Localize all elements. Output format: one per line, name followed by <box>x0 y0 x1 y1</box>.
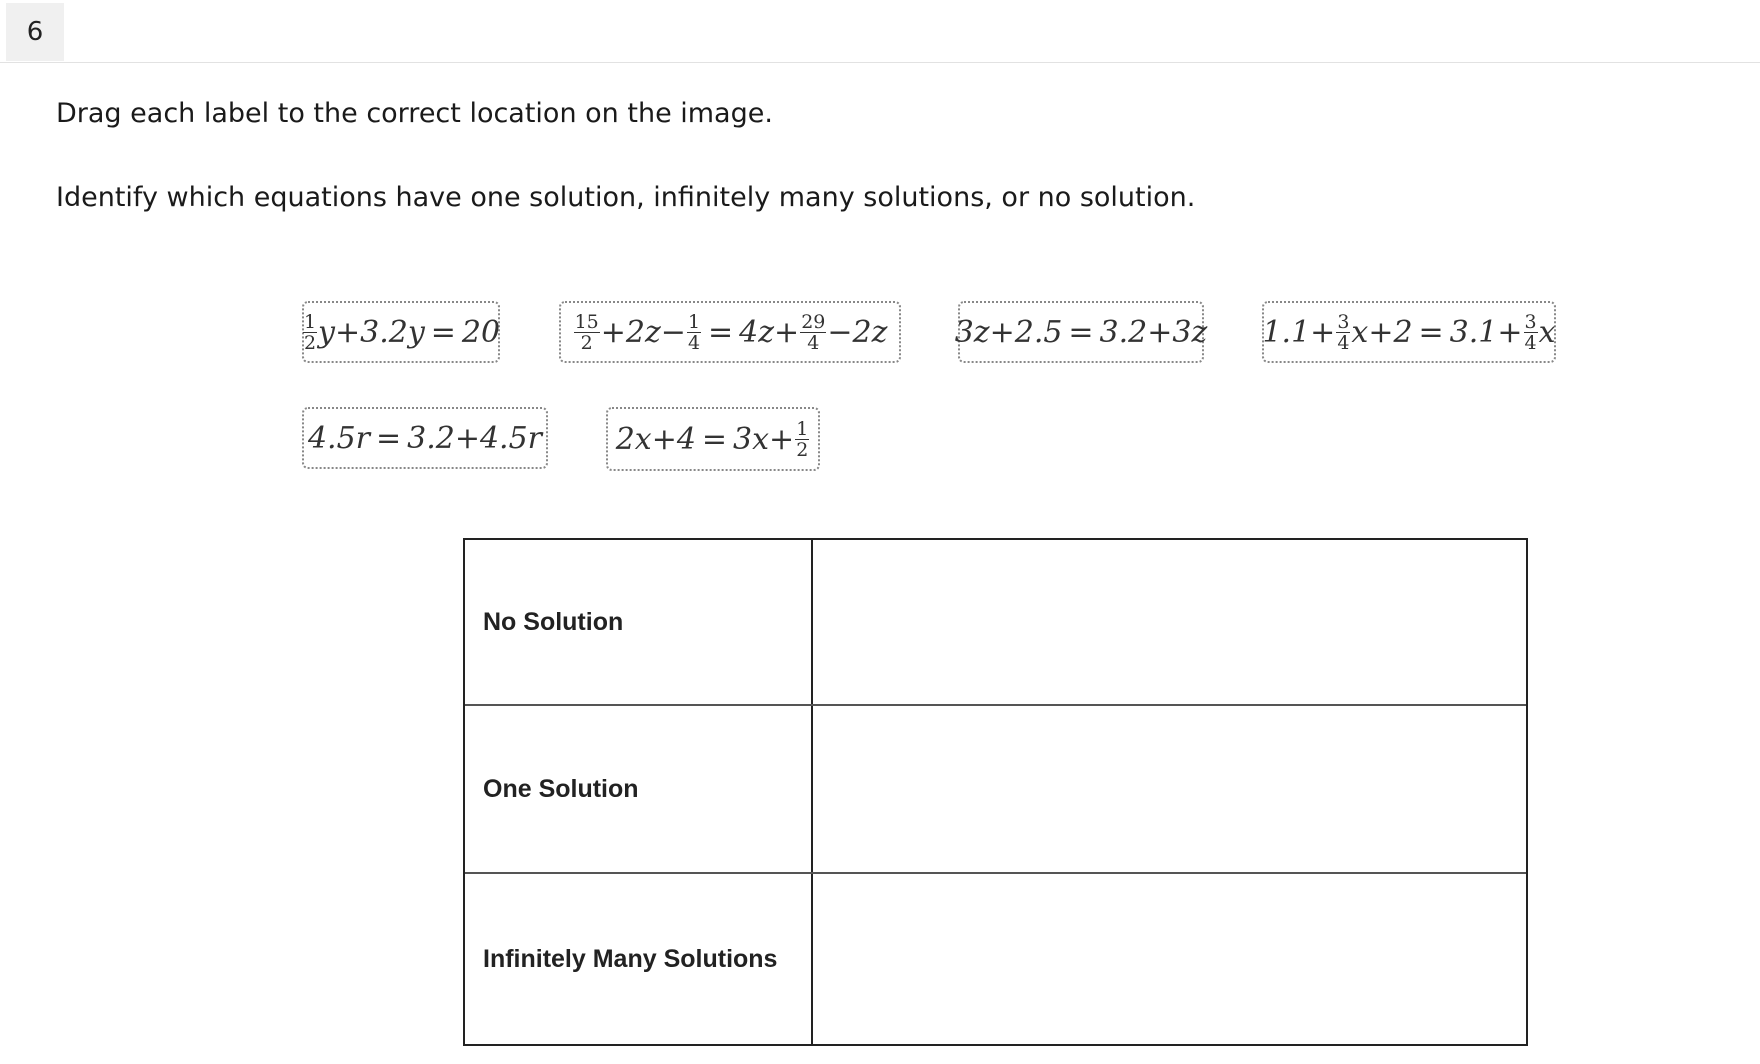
fraction-denominator: 4 <box>687 331 701 354</box>
table-row <box>465 540 1526 706</box>
row-label-one-solution: One Solution <box>465 706 813 872</box>
equation-text: 3z+2.5 = 3.2+3z <box>954 314 1208 350</box>
fraction-numerator: 1 <box>303 310 317 333</box>
fraction-numerator: 1 <box>796 417 809 440</box>
fraction <box>687 312 701 353</box>
fraction <box>303 312 317 353</box>
draggable-label-eq4[interactable] <box>1262 301 1556 363</box>
row-label-infinitely-many: Infinitely Many Solutions <box>465 874 813 1044</box>
row-label-no-solution: No Solution <box>465 540 813 704</box>
drop-zone-no-solution[interactable] <box>813 540 1526 704</box>
equation-text: −2z <box>827 314 888 350</box>
fraction <box>574 312 600 353</box>
equation-text: +2z− <box>600 314 686 350</box>
fraction <box>1524 312 1538 353</box>
fraction-denominator: 2 <box>580 331 593 354</box>
equation-text: x+2 = 3.1+ <box>1351 314 1523 350</box>
draggable-label-eq1[interactable] <box>302 301 500 363</box>
draggable-label-eq3[interactable] <box>954 301 1208 363</box>
question-number: 6 <box>6 3 64 61</box>
fraction-numerator: 3 <box>1524 310 1537 333</box>
fraction-denominator: 4 <box>1337 331 1350 354</box>
draggable-label-eq5[interactable] <box>302 407 548 469</box>
equation-text: x <box>1538 314 1556 350</box>
fraction-denominator: 2 <box>796 438 809 461</box>
fraction-denominator: 4 <box>807 331 820 354</box>
equation-text: y+3.2y = 20 <box>318 314 501 350</box>
drop-zone-one-solution[interactable] <box>813 706 1526 872</box>
fraction <box>1336 312 1350 353</box>
fraction-numerator: 3 <box>1337 310 1350 333</box>
classification-table <box>463 538 1528 1046</box>
equation-text: 2x+4 = 3x+ <box>615 421 795 457</box>
fraction-denominator: 4 <box>1524 331 1537 354</box>
drop-zone-infinitely-many[interactable] <box>813 874 1526 1044</box>
equation-text: 4.5r = 3.2+4.5r <box>307 420 543 456</box>
question-header <box>0 0 1760 63</box>
fraction-numerator: 29 <box>801 310 826 333</box>
fraction-numerator: 1 <box>687 310 701 333</box>
fraction-denominator: 2 <box>303 331 317 354</box>
fraction <box>795 419 809 460</box>
instruction-text: Drag each label to the correct location on the image. <box>56 98 773 129</box>
equation-text: 1.1+ <box>1262 314 1336 350</box>
equation-text: = 4z+ <box>702 314 800 350</box>
prompt-text: Identify which equations have one solution, infinitely many solutions, or no solution. <box>56 182 1196 213</box>
fraction <box>800 312 826 353</box>
table-row <box>465 874 1526 1044</box>
table-row <box>465 706 1526 874</box>
draggable-label-eq6[interactable] <box>606 407 820 471</box>
draggable-label-eq2[interactable] <box>559 301 901 363</box>
fraction-numerator: 15 <box>574 310 599 333</box>
